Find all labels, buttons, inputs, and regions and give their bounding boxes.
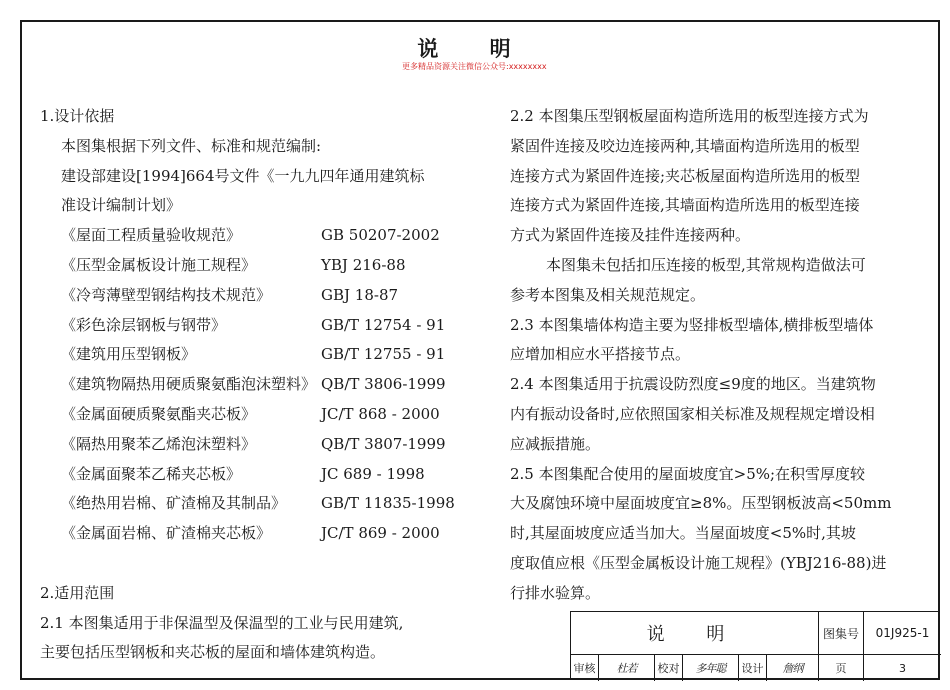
reference-title: 《金属面岩棉、矿渣棉夹芯板》 (61, 524, 272, 543)
reference-title: 《屋面工程质量验收规范》 (61, 226, 242, 245)
reference-title: 《冷弯薄壁型钢结构技术规范》 (61, 285, 272, 304)
reference-item (40, 370, 460, 400)
body-text-line: 行排水验算。 (510, 583, 601, 602)
reference-title: 《绝热用岩棉、矿渣棉及其制品》 (61, 494, 287, 513)
body-text-line: 2.5 本图集配合使用的屋面坡度宜>5%;在积雪厚度较 (510, 464, 866, 483)
check-label: 校对 (655, 655, 683, 681)
design-signature: 詹纲 (767, 655, 819, 681)
reference-code: GB/T 12754 - 91 (321, 315, 446, 334)
body-text-line: 2.4 本图集适用于抗震设防烈度≤9度的地区。当建筑物 (510, 375, 876, 394)
reference-code: GB 50207-2002 (321, 226, 440, 245)
body-text-line: 应减振措施。 (510, 434, 601, 453)
body-text-line: 紧固件连接及咬边连接两种,其墙面构造所选用的板型 (510, 136, 860, 155)
body-text-line: 时,其屋面坡度应适当加大。当屋面坡度<5%时,其坡 (510, 524, 856, 543)
reference-title: 《压型金属板设计施工规程》 (61, 255, 257, 274)
body-text-line: 本图集未包括扣压连接的板型,其常规构造做法可 (546, 255, 866, 274)
reference-title: 《建筑用压型钢板》 (61, 345, 197, 364)
titleblock-title: 说 明 (571, 612, 819, 655)
reference-code: JC/T 868 - 2000 (321, 404, 440, 423)
reference-code: GB/T 11835-1998 (321, 494, 455, 513)
body-text-line: 连接方式为紧固件连接;夹芯板屋面构造所选用的板型 (510, 166, 861, 185)
right-column (510, 102, 920, 609)
body-text-line: 参考本图集及相关规范规定。 (510, 285, 706, 304)
reference-code: GBJ 18-87 (321, 285, 399, 304)
body-text-line: 大及腐蚀环境中屋面坡度宜≥8%。压型钢板波高<50mm (510, 494, 892, 513)
reference-item (40, 340, 460, 370)
atlas-number: 01J925-1 (864, 612, 941, 655)
reference-code: JC 689 - 1998 (321, 464, 425, 483)
section-2-1-line-2: 主要包括压型钢板和夹芯板的屋面和墙体建筑构造。 (40, 643, 386, 662)
reference-item (40, 489, 460, 519)
reference-code: JC/T 869 - 2000 (321, 524, 440, 543)
page-number: 3 (899, 661, 906, 675)
body-text-line: 2.2 本图集压型钢板屋面构造所选用的板型连接方式为 (510, 107, 869, 125)
reference-title: 《建筑物隔热用硬质聚氨酯泡沫塑料》 (61, 375, 317, 394)
reference-item (40, 430, 460, 460)
body-text-line: 连接方式为紧固件连接,其墙面构造所选用的板型连接 (510, 196, 860, 215)
watermark-notice: 更多精品资源关注微信公众号:xxxxxxxx (402, 62, 547, 71)
body-text-line: 2.3 本图集墙体构造主要为竖排板型墙体,横排板型墙体 (510, 315, 874, 334)
document-line-1: 建设部建设[1994]664号文件《一九九四年通用建筑标 (61, 166, 425, 185)
reference-title: 《金属面聚苯乙稀夹芯板》 (61, 464, 242, 483)
design-label: 设计 (739, 655, 767, 681)
reference-code: YBJ 216-88 (321, 255, 406, 274)
page-label: 页 (819, 655, 864, 681)
document-line-2: 准设计编制计划》 (61, 196, 182, 215)
body-text-line: 方式为紧固件连接及挂件连接两种。 (510, 226, 751, 245)
reference-code: QB/T 3807-1999 (321, 434, 446, 453)
intro-text: 本图集根据下列文件、标准和规范编制: (61, 136, 322, 155)
body-text-line: 度取值应根《压型金属板设计施工规程》(YBJ216-88)进 (510, 553, 887, 572)
page-title: 说 明 (417, 36, 533, 61)
check-signature: 多年聪 (683, 655, 739, 681)
reference-item (40, 281, 460, 311)
section-2-heading: 2.适用范围 (40, 583, 115, 602)
reference-item (40, 400, 460, 430)
review-label: 审核 (571, 655, 599, 681)
reference-title: 《隔热用聚苯乙烯泡沫塑料》 (61, 434, 257, 453)
reference-item (40, 251, 460, 281)
title-block (570, 611, 940, 680)
reference-list (40, 221, 460, 549)
left-column (40, 102, 460, 668)
reference-item (40, 221, 460, 251)
reference-item (40, 460, 460, 490)
reference-code: QB/T 3806-1999 (321, 375, 446, 394)
reference-item (40, 311, 460, 341)
body-text-line: 应增加相应水平搭接节点。 (510, 345, 691, 364)
section-2-1-line-1: 2.1 本图集适用于非保温型及保温型的工业与民用建筑, (40, 613, 404, 632)
reference-title: 《金属面硬质聚氨酯夹芯板》 (61, 404, 257, 423)
reference-item (40, 519, 460, 549)
section-1-heading: 1.设计依据 (40, 107, 115, 125)
body-text-line: 内有振动设备时,应依照国家相关标准及规程规定增设相 (510, 404, 875, 423)
atlas-number-label: 图集号 (819, 612, 864, 655)
reference-code: GB/T 12755 - 91 (321, 345, 446, 364)
review-signature: 杜若 (599, 655, 655, 681)
reference-title: 《彩色涂层钢板与钢带》 (61, 315, 227, 334)
